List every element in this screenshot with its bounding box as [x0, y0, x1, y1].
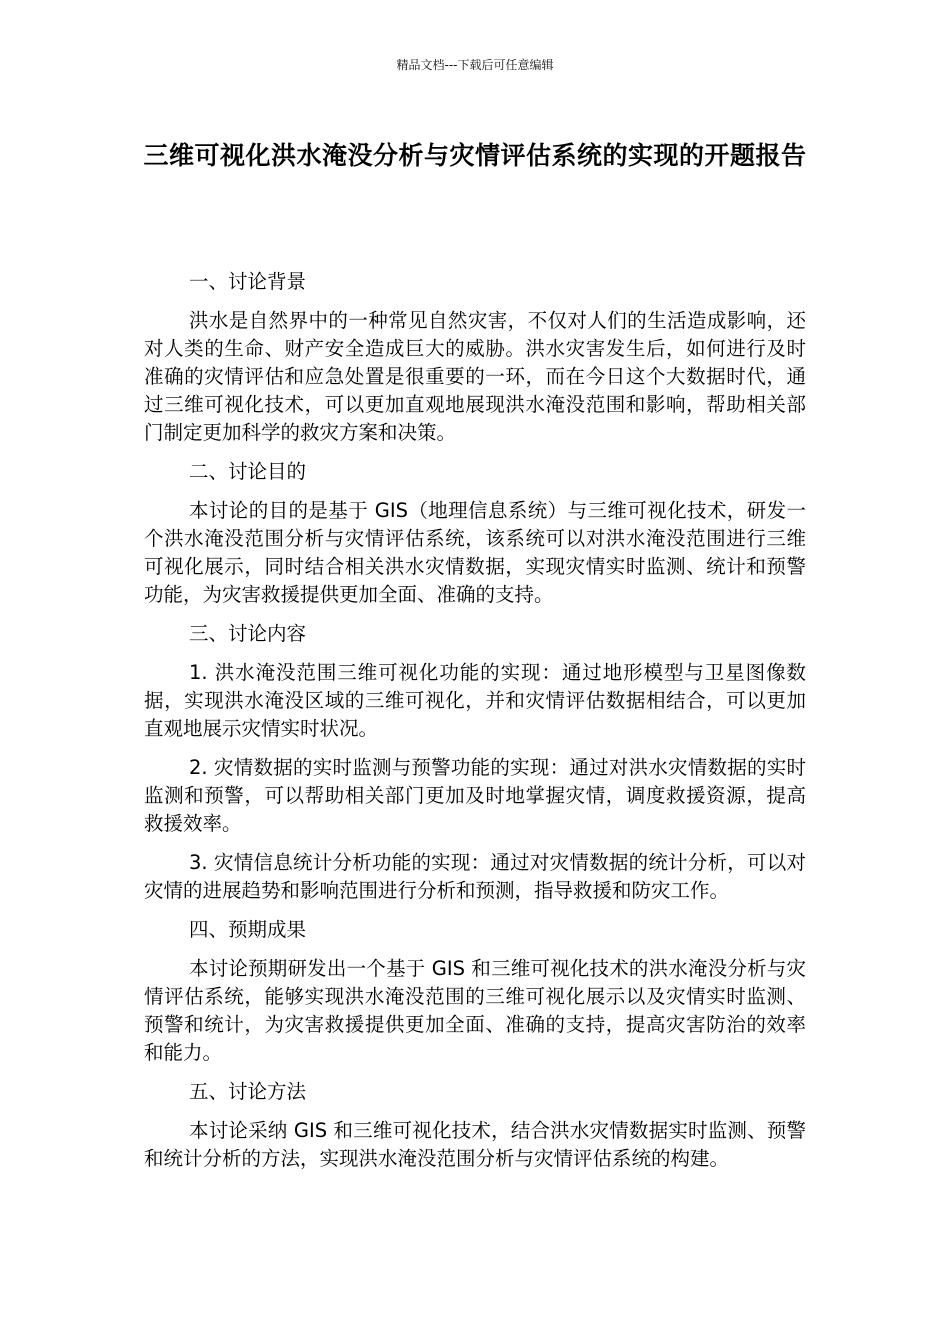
section-heading: 二、讨论目的 — [189, 460, 307, 483]
section-expected-results — [144, 916, 806, 1067]
document-title: 三维可视化洪水淹没分析与灾情评估系统的实现的开题报告 — [143, 141, 807, 170]
paragraph: 本讨论采纳 GIS 和三维可视化技术，结合洪水灾情数据实时监测、预警和统计分析的方法，实现洪水淹没范围分析与灾情评估系统的构建。 — [144, 1119, 806, 1170]
section-heading: 四、预期成果 — [189, 918, 307, 941]
section-methods — [144, 1078, 806, 1173]
document-body — [144, 268, 806, 1184]
paragraph: 1. 洪水淹没范围三维可视化功能的实现：通过地形模型与卫星图像数据，实现洪水淹没区域的三维可视化，并和灾情评估数据相结合，可以更加直观地展示灾情实时状况。 — [144, 661, 806, 740]
section-heading: 五、讨论方法 — [189, 1080, 307, 1103]
section-purpose — [144, 458, 806, 609]
paragraph: 本讨论的目的是基于 GIS（地理信息系统）与三维可视化技术，研发一个洪水淹没范围分析与灾情评估系统，该系统可以对洪水淹没范围进行三维可视化展示，同时结合相关洪水灾情数据，实现灾情实时监测、统计和预警功能，为灾害救援提供更加全面、准确的支持。 — [144, 499, 806, 606]
section-background — [144, 268, 806, 447]
section-heading: 一、讨论背景 — [189, 270, 307, 293]
paragraph: 2. 灾情数据的实时监测与预警功能的实现：通过对洪水灾情数据的实时监测和预警，可以帮助相关部门更加及时地掌握灾情，调度救援资源，提高救援效率。 — [144, 756, 806, 835]
header-note: 精品文档---下载后可任意编辑 — [396, 58, 554, 72]
paragraph: 本讨论预期研发出一个基于 GIS 和三维可视化技术的洪水淹没分析与灾情评估系统，能够实现洪水淹没范围的三维可视化展示以及灾情实时监测、预警和统计，为灾害救援提供更加全面、准确的支持，提高灾害防治的效率和能力。 — [144, 957, 806, 1064]
section-heading: 三、讨论内容 — [189, 622, 307, 645]
paragraph: 洪水是自然界中的一种常见自然灾害，不仅对人们的生活造成影响，还对人类的生命、财产安全造成巨大的威胁。洪水灾害发生后，如何进行及时准确的灾情评估和应急处置是很重要的一环，而在今日这个大数据时代，通过三维可视化技术，可以更加直观地展现洪水淹没范围和影响，帮助相关部门制定更加科学的救灾方案和决策。 — [144, 309, 806, 444]
section-content — [144, 620, 806, 905]
paragraph: 3. 灾情信息统计分析功能的实现：通过对灾情数据的统计分析，可以对灾情的进展趋势和影响范围进行分析和预测，指导救援和防灾工作。 — [144, 851, 806, 902]
